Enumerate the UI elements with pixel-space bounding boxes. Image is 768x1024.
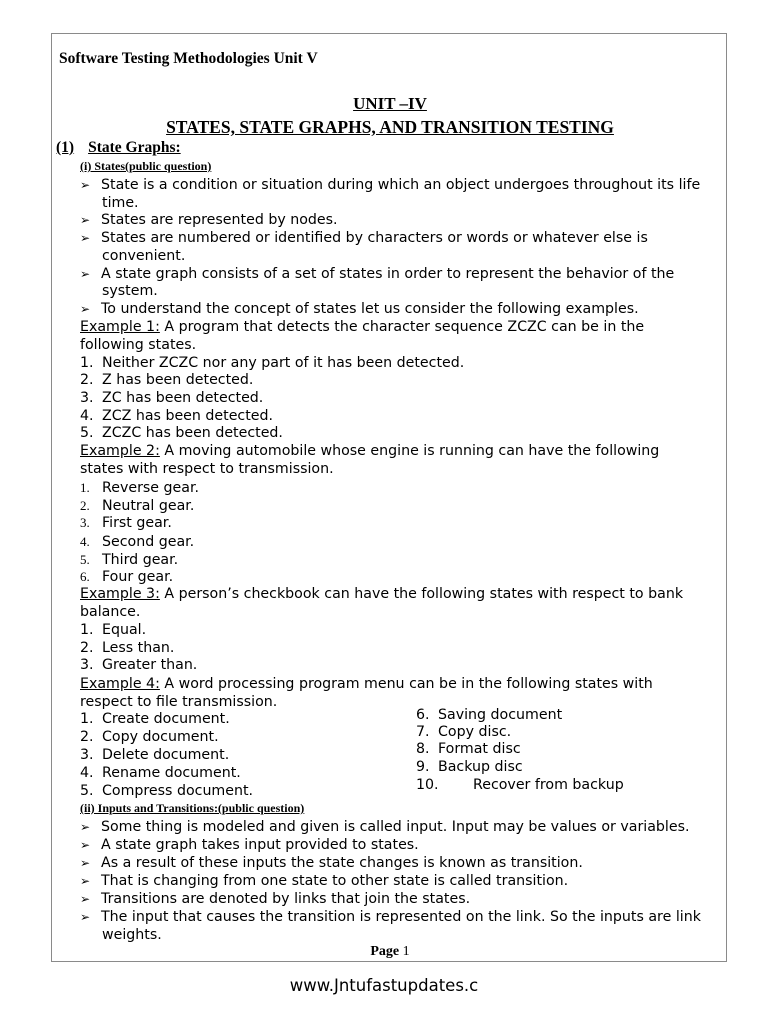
example-2-paragraph-continued: states with respect to transmission. bbox=[80, 460, 334, 477]
states-subheading: (i) States(public question) bbox=[80, 159, 212, 173]
page-number: 1 bbox=[402, 944, 410, 959]
page-label: Page bbox=[370, 944, 400, 959]
list-item: 3. Greater than. bbox=[80, 657, 198, 673]
list-item: ➢ States are numbered or identified by characters or words or whatever else is bbox=[80, 230, 648, 246]
list-item: 1. Equal. bbox=[80, 622, 147, 638]
list-item: 9. Backup disc bbox=[416, 759, 523, 775]
example-3-paragraph-continued: balance. bbox=[80, 603, 141, 620]
bullet-arrow-icon: ➢ bbox=[80, 266, 91, 281]
list-item: ➢ As a result of these inputs the state changes is known as transition. bbox=[80, 855, 583, 871]
list-item: ➢ A state graph takes input provided to states. bbox=[80, 837, 419, 853]
list-item: ➢ The input that causes the transition is represented on the link. So the inputs are link bbox=[80, 909, 701, 925]
list-item: 3. Delete document. bbox=[80, 747, 230, 763]
example-4-paragraph: Example 4: A word processing program menu can be in the following states with bbox=[80, 676, 653, 692]
list-item: 7. Copy disc. bbox=[416, 724, 512, 740]
example-4-paragraph-continued: respect to file transmission. bbox=[80, 693, 278, 710]
section-title: State Graphs: bbox=[88, 139, 181, 156]
bullet-arrow-icon: ➢ bbox=[80, 178, 91, 192]
chapter-title: STATES, STATE GRAPHS, AND TRANSITION TESTING bbox=[166, 117, 614, 137]
list-item-continued: convenient. bbox=[102, 247, 186, 264]
list-item: 1. Reverse gear. bbox=[80, 480, 200, 496]
unit-title: UNIT –IV bbox=[353, 94, 427, 113]
list-item: ➢ Some thing is modeled and given is called input. Input may be values or variables. bbox=[80, 819, 690, 835]
list-item: ➢ State is a condition or situation during which an object undergoes throughout its life bbox=[80, 177, 701, 193]
list-item: 2. Z has been detected. bbox=[80, 372, 254, 388]
list-item: 6. Saving document bbox=[416, 707, 563, 723]
example-1-paragraph: Example 1: A program that detects the character sequence ZCZC can be in the bbox=[80, 319, 645, 335]
list-item: 2. Copy document. bbox=[80, 729, 219, 745]
list-item: ➢ A state graph consists of a set of states in order to represent the behavior of the bbox=[80, 265, 675, 282]
list-item: ➢ That is changing from one state to other state is called transition. bbox=[80, 873, 569, 889]
list-item: 10. Recover from backup bbox=[416, 777, 624, 793]
bullet-arrow-icon: ➢ bbox=[80, 302, 91, 316]
list-item: ➢ To understand the concept of states let us consider the following examples. bbox=[80, 301, 639, 317]
list-item: 2. Less than. bbox=[80, 639, 175, 656]
bullet-arrow-icon: ➢ bbox=[80, 820, 91, 834]
inputs-subheading: (ii) Inputs and Transitions:(public question) bbox=[80, 801, 305, 815]
list-item: 4. ZCZ has been detected. bbox=[80, 407, 274, 424]
list-item: 3. ZC has been detected. bbox=[80, 389, 264, 406]
list-item: 5. Compress document. bbox=[80, 783, 254, 799]
section-number: (1) bbox=[56, 139, 75, 156]
list-item: 5. ZCZC has been detected. bbox=[80, 425, 283, 441]
section-heading bbox=[56, 139, 181, 157]
example-2-paragraph: Example 2: A moving automobile whose engine is running can have the following bbox=[80, 443, 660, 459]
list-item: 1. Create document. bbox=[80, 711, 230, 727]
list-item: 3. First gear. bbox=[80, 515, 172, 531]
page-footer bbox=[52, 944, 728, 960]
bullet-arrow-icon: ➢ bbox=[80, 910, 91, 924]
bullet-arrow-icon: ➢ bbox=[80, 231, 91, 245]
list-item: 5. Third gear. bbox=[80, 551, 179, 568]
website-watermark: www.Jntufastupdates.c bbox=[289, 976, 479, 995]
example-1-paragraph-continued: following states. bbox=[80, 336, 197, 353]
list-item: 1. Neither ZCZC nor any part of it has been detected. bbox=[80, 354, 465, 371]
list-item: 2. Neutral gear. bbox=[80, 497, 195, 514]
list-item-continued: weights. bbox=[102, 926, 162, 943]
example-3-paragraph: Example 3: A person’s checkbook can have the following states with respect to bank bbox=[80, 586, 684, 602]
document-page bbox=[51, 33, 727, 962]
bullet-arrow-icon: ➢ bbox=[80, 213, 91, 227]
list-item-continued: time. bbox=[102, 194, 139, 211]
bullet-arrow-icon: ➢ bbox=[80, 892, 91, 906]
bullet-arrow-icon: ➢ bbox=[80, 874, 91, 888]
list-item: 8. Format disc bbox=[416, 741, 521, 757]
list-item: ➢ Transitions are denoted by links that join the states. bbox=[80, 891, 471, 907]
list-item: ➢ States are represented by nodes. bbox=[80, 212, 338, 228]
list-item: 6. Four gear. bbox=[80, 569, 174, 585]
list-item: 4. Second gear. bbox=[80, 533, 195, 550]
list-item-continued: system. bbox=[102, 283, 158, 299]
bullet-arrow-icon: ➢ bbox=[80, 838, 91, 852]
bullet-arrow-icon: ➢ bbox=[80, 856, 91, 870]
list-item: 4. Rename document. bbox=[80, 765, 241, 781]
document-header: Software Testing Methodologies Unit V bbox=[59, 50, 318, 67]
